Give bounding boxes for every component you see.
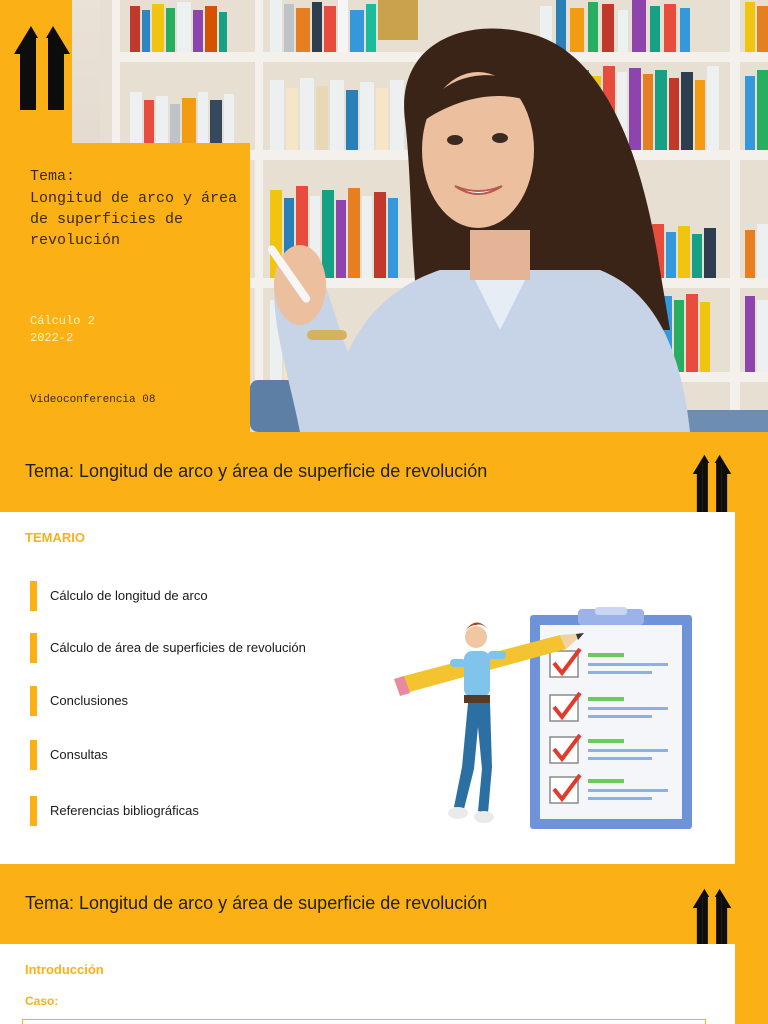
slide-header: [0, 432, 768, 512]
section-label: Introducción: [25, 962, 104, 977]
double-arrow-logo-icon: [688, 452, 736, 514]
agenda-bullet: [30, 633, 37, 663]
agenda-item-label: Conclusiones: [50, 693, 129, 708]
double-arrow-logo-icon: [10, 22, 74, 112]
man-figure: [448, 622, 506, 823]
course-term: 2022-2: [30, 331, 74, 345]
slide-title: Tema: Longitud de arco y área de superficie de revolución: [25, 893, 488, 913]
agenda-bullet: [30, 686, 37, 716]
agenda-bullet: [30, 581, 37, 611]
session-label: Videoconferencia 08: [30, 394, 156, 406]
agenda-item-label: Consultas: [50, 747, 108, 762]
tema-title: Longitud de arco y área de superficies de revolución: [30, 190, 238, 249]
double-arrow-logo-icon: [688, 886, 736, 948]
slide-title: Tema: Longitud de arco y área de superficie de revolución: [25, 461, 488, 481]
case-box: [22, 1019, 706, 1024]
case-label: Caso:: [25, 994, 59, 1008]
title-slide: [0, 0, 768, 432]
agenda-bullet: [30, 796, 37, 826]
slide-header: [0, 864, 768, 944]
agenda-item-label: Cálculo de longitud de arco: [50, 588, 208, 603]
content-panel: [0, 944, 735, 1024]
checklist-illustration: [390, 607, 700, 837]
course-name: Cálculo 2: [30, 314, 95, 328]
agenda-bullet: [30, 740, 37, 770]
agenda-item-label: Referencias bibliográficas: [50, 803, 199, 818]
tema-label: Tema:: [30, 168, 76, 185]
agenda-item-label: Cálculo de área de superficies de revolución: [50, 640, 306, 655]
intro-slide: [0, 864, 768, 1024]
title-card: [12, 143, 250, 432]
section-label: TEMARIO: [25, 530, 85, 545]
agenda-slide: [0, 432, 768, 864]
